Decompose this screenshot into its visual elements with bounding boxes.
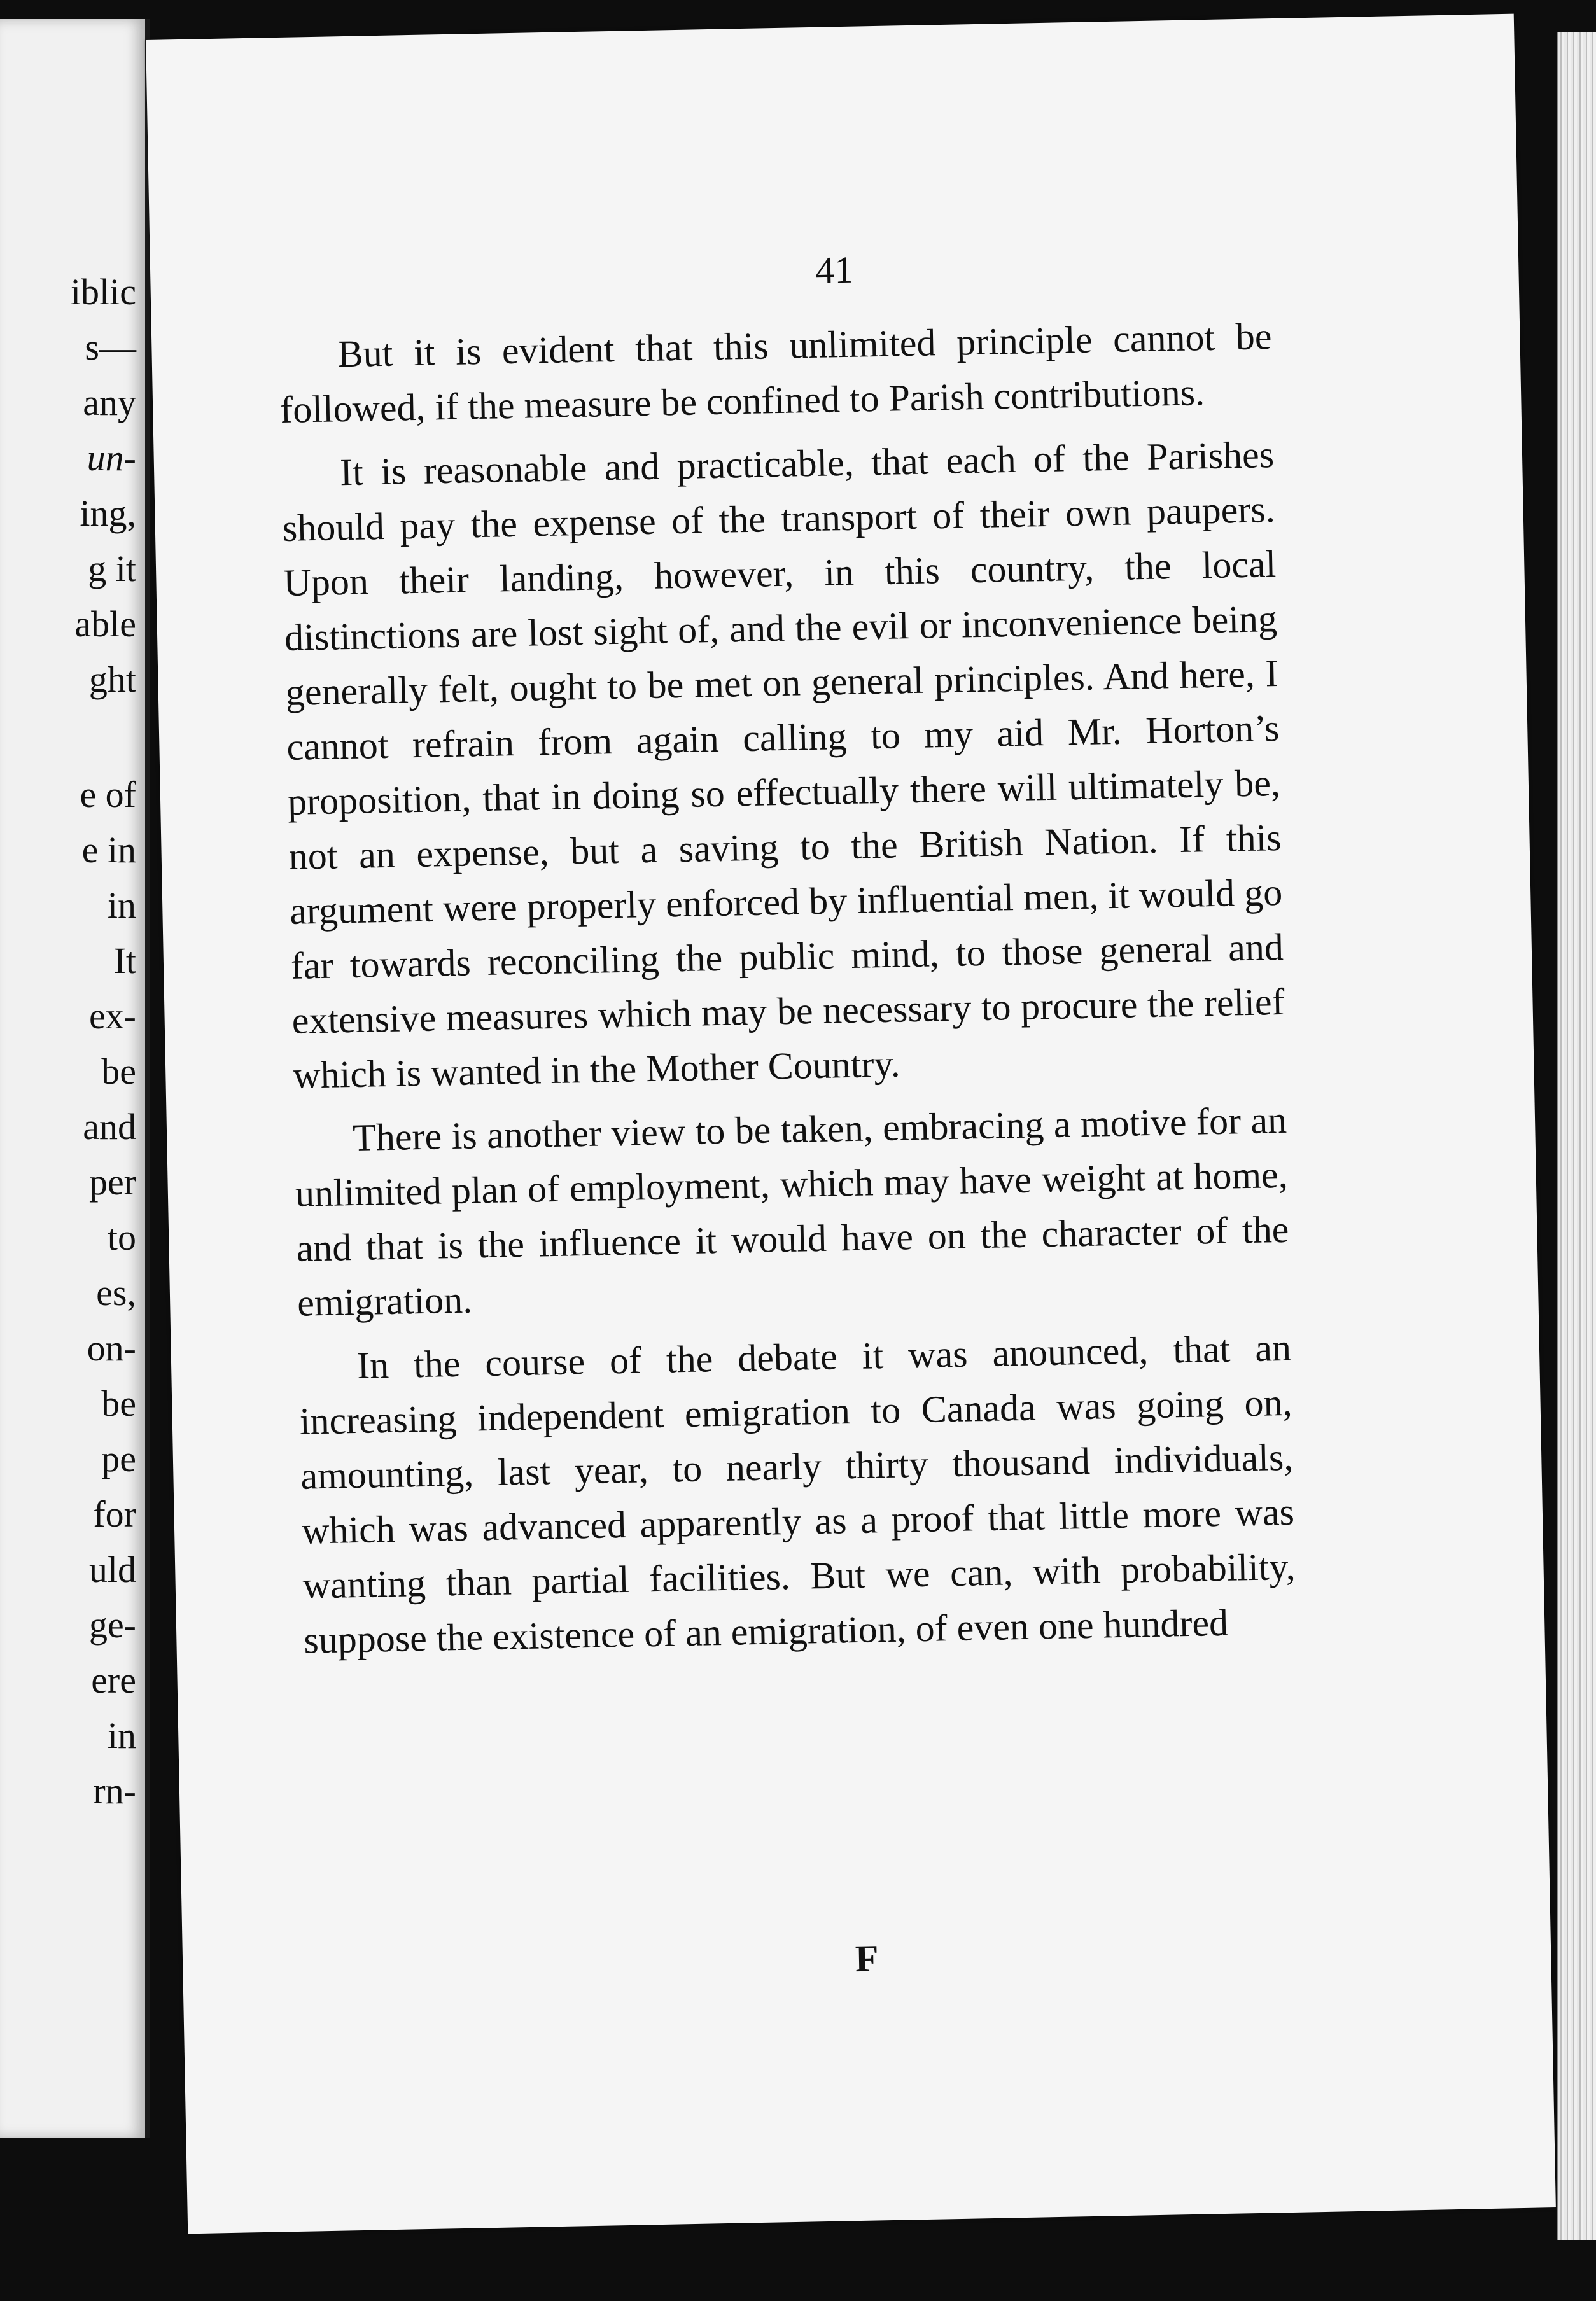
page-number: 41 bbox=[815, 248, 854, 291]
left-page-fragment: rn- bbox=[93, 1770, 136, 1812]
left-page-fragment: any bbox=[83, 382, 136, 423]
left-page-fragment: un- bbox=[87, 437, 136, 479]
left-page-fragment: able bbox=[74, 603, 136, 645]
left-page-fragment: ing, bbox=[80, 493, 136, 534]
book-page bbox=[146, 14, 1556, 2234]
left-page bbox=[0, 19, 150, 2138]
left-page-fragment: es, bbox=[96, 1272, 136, 1313]
left-page-fragment: ex- bbox=[88, 995, 136, 1037]
paragraph: It is reasonable and practicable, that each of the Parishes should pay the expense of the transport of their own paupers. Upon their landing, however, in this country, the local distinctions are lost sight of, and the evil or inconvenience being generally felt, ought to be met on general principles. And here, I cannot refrain from again calling to my aid Mr. Horton’s proposition, that in doing so effectually there will ultimately be, not an expense, but a saving to the British Nation. If this argument were properly enforced by influential men, it would go far towards reconciling the public mind, to those general and extensive measures which may be necessary to procure the relief which is wanted in the Mother Country. bbox=[282, 433, 1285, 1096]
left-page-fragment: per bbox=[88, 1161, 136, 1203]
left-page-fragment: pe bbox=[101, 1438, 136, 1479]
paragraph: But it is evident that this unlimited principle cannot be followed, if the measure be confined to Parish contributions. bbox=[279, 315, 1272, 431]
left-page-fragment: e in bbox=[81, 829, 136, 871]
paragraph: In the course of the debate it was anounced, that an increasing independent emigration to Canada was going on, amounting, last year, to nearly thirty thousand individuals, which was advanced apparently as a proof that little more was wanting than partial facilities. But we can, with probability, suppose the existence of an emigration, of even one hundred bbox=[299, 1326, 1296, 1661]
left-page-fragment: for bbox=[93, 1493, 136, 1535]
left-page-fragment: s— bbox=[85, 326, 136, 368]
left-page-fragment: It bbox=[113, 940, 136, 981]
left-page-fragment: iblic bbox=[70, 271, 136, 312]
page-edges bbox=[1557, 32, 1596, 2240]
left-page-fragment: g it bbox=[88, 548, 136, 589]
left-page-fragment: ght bbox=[88, 659, 136, 700]
left-page-fragment: ge- bbox=[88, 1604, 136, 1646]
left-page-fragment: to bbox=[107, 1217, 136, 1258]
body-text bbox=[279, 309, 1297, 1677]
left-page-fragment: in bbox=[107, 885, 136, 926]
left-page-fragment: on- bbox=[87, 1327, 136, 1369]
left-page-fragment: e of bbox=[80, 774, 136, 815]
paragraph: There is another view to be taken, embracing a motive for an unlimited plan of employment, which may have weight at home, and that is the influence it would have on the character of the emigration. bbox=[295, 1098, 1289, 1324]
left-page-fragment: uld bbox=[88, 1549, 136, 1590]
left-page-fragment: and bbox=[83, 1106, 136, 1147]
signature-mark: F bbox=[855, 1937, 879, 1980]
left-page-fragment: in bbox=[107, 1715, 136, 1756]
left-page-fragment: be bbox=[101, 1383, 136, 1424]
left-page-fragment: ere bbox=[91, 1660, 136, 1701]
left-page-fragment: be bbox=[101, 1051, 136, 1092]
